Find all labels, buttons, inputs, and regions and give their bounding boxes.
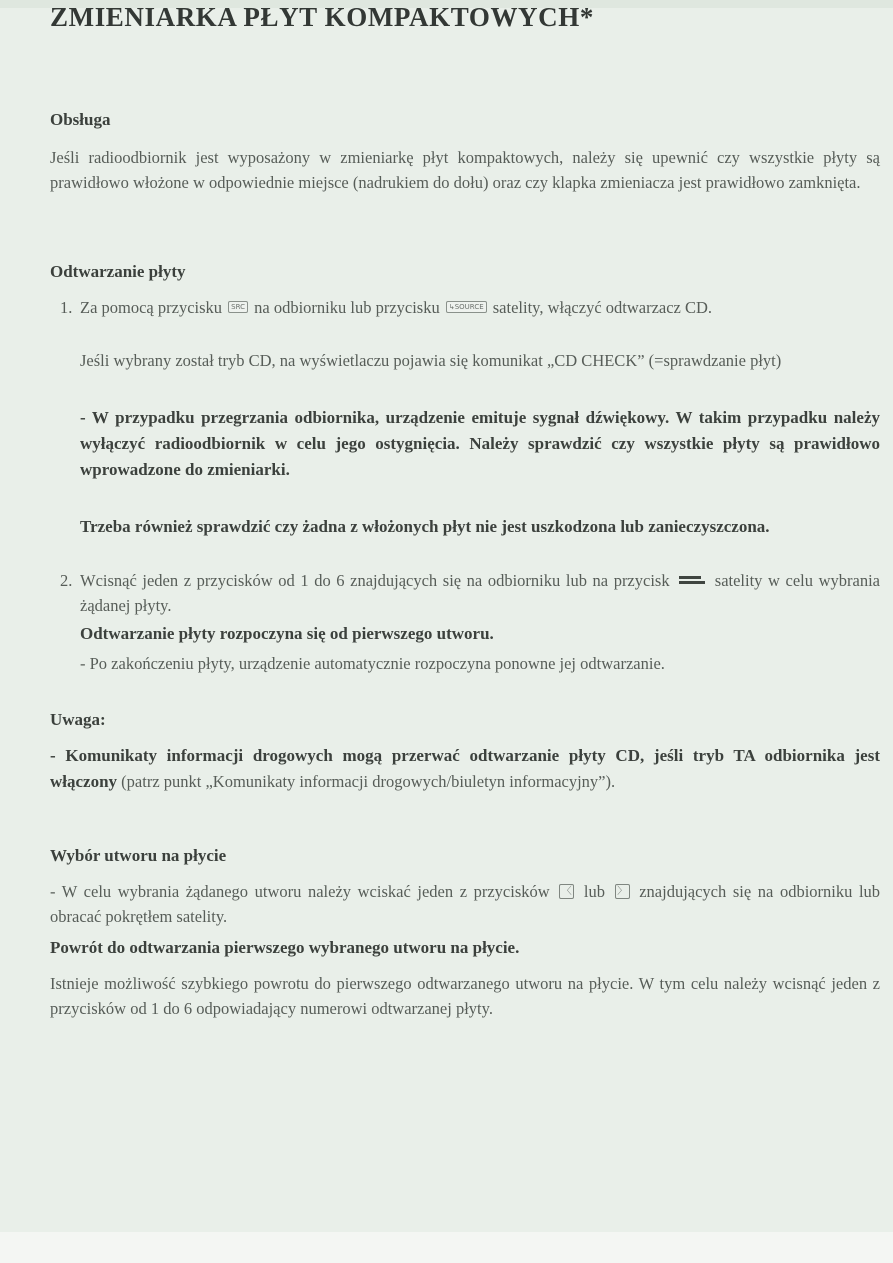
- uwaga-text: [50, 743, 880, 795]
- heading-wybor: Wybór utworu na płycie: [50, 846, 227, 865]
- src-button-icon: SRC: [228, 301, 248, 313]
- heading-uwaga: Uwaga:: [50, 710, 106, 729]
- bottom-edge: [0, 1232, 893, 1263]
- disc-select-icon: [679, 575, 705, 585]
- step-2-text: [80, 569, 880, 618]
- step-2-bold: Odtwarzanie płyty rozpoczyna się od pierwszego utworu.: [80, 624, 494, 643]
- obsluga-text: Jeśli radioodbiornik jest wyposażony w zmieniarkę płyt kompaktowych, należy się upewnić czy wszystkie płyty są prawidłowo włożone w odpowiednie miejsce (nadrukiem do dołu) oraz czy klapka zmieniacza jest prawidłowo zamknięta.: [50, 148, 880, 192]
- prev-track-icon: 〈: [559, 884, 574, 899]
- step-1-text-a: Za pomocą przycisku: [80, 298, 223, 317]
- wybor-text-a: - W celu wybrania żądanego utworu należy wciskać jeden z przycisków: [50, 882, 550, 901]
- step-1-number: 1.: [60, 298, 73, 317]
- step-1-warning: - W przypadku przegrzania odbiornika, urządzenie emituje sygnał dźwiękowy. W takim przypadku należy wyłączyć radioodbiornik w celu jego ostygnięcia. Należy sprawdzić czy wszystkie płyty są prawidłowo wprowadzone do zmieniarki.: [80, 408, 880, 479]
- uwaga-bold: - Komunikaty informacji drogowych mogą przerwać odtwarzanie płyty CD, jeśli tryb TA odbiornika jest włączony: [50, 746, 880, 791]
- wybor-text: [50, 880, 880, 929]
- step-1-text-c: satelity, włączyć odtwarzacz CD.: [492, 298, 713, 317]
- wybor-text-b: lub: [583, 882, 605, 901]
- uwaga-normal: (patrz punkt „Komunikaty informacji drogowych/biuletyn informacyjny”).: [117, 772, 616, 791]
- page-title: ZMIENIARKA PŁYT KOMPAKTOWYCH*: [50, 2, 594, 32]
- step-2-text-b: satelity w celu wybrania żądanej płyty.: [80, 571, 880, 615]
- wybor-text-c: znajdujących się na odbiorniku lub obracać pokrętłem satelity.: [50, 882, 881, 926]
- heading-odtwarzanie: Odtwarzanie płyty: [50, 262, 186, 281]
- next-track-icon: 〉: [615, 884, 630, 899]
- source-button-icon: ↳SOURCE: [446, 301, 487, 313]
- step-2-number: 2.: [60, 571, 73, 590]
- powrot-text: Istnieje możliwość szybkiego powrotu do pierwszego odtwarzanego utworu na płycie. W tym celu należy wcisnąć jeden z przycisków od 1 do 6 odpowiadający numerowi odtwarzanej płyty.: [50, 974, 880, 1018]
- step-2-text-a: Wcisnąć jeden z przycisków od 1 do 6 znajdujących się na odbiorniku lub na przycisk: [80, 571, 670, 590]
- heading-powrot: Powrót do odtwarzania pierwszego wybranego utworu na płycie.: [50, 938, 520, 957]
- step-1-text-b: na odbiorniku lub przycisku: [254, 298, 440, 317]
- step-2-after: - Po zakończeniu płyty, urządzenie automatycznie rozpoczyna ponowne jej odtwarzanie.: [80, 654, 665, 673]
- step-1-para2: Jeśli wybrany został tryb CD, na wyświetlaczu pojawia się komunikat „CD CHECK” (=sprawdzanie płyt): [80, 351, 782, 370]
- step-1-check: Trzeba również sprawdzić czy żadna z włożonych płyt nie jest uszkodzona lub zanieczyszczona.: [80, 517, 770, 536]
- step-1-text: [80, 296, 880, 321]
- heading-obsluga: Obsługa: [50, 110, 111, 129]
